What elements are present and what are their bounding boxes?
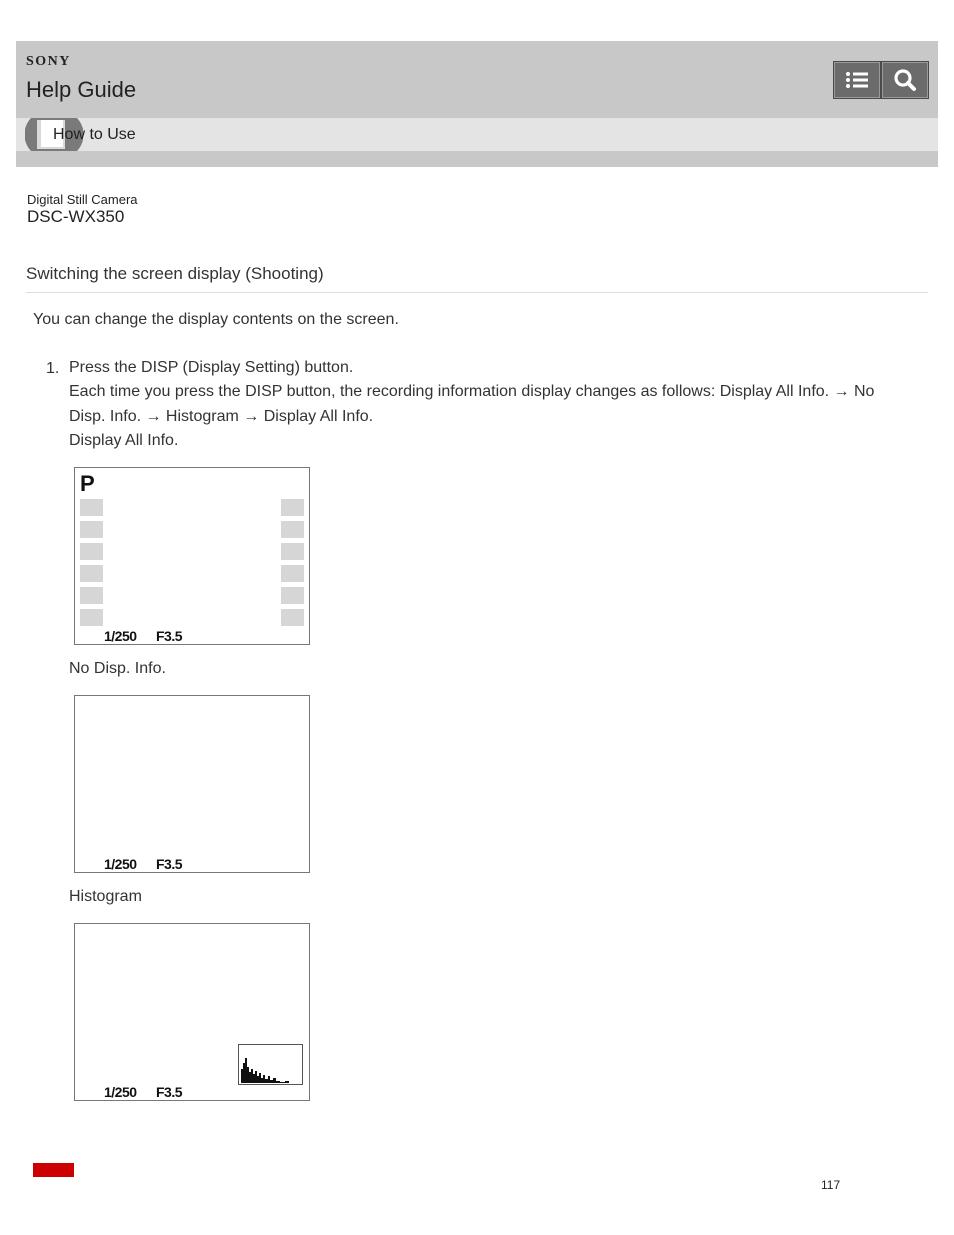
title-divider bbox=[26, 292, 928, 293]
shutter-speed: 1/250 bbox=[104, 1084, 137, 1100]
screen-display-all-info bbox=[74, 467, 310, 645]
step-description-line2: Disp. Info. → Histogram → Display All Info. bbox=[69, 408, 374, 425]
aperture-value: F3.5 bbox=[156, 1084, 183, 1100]
aperture-value: F3.5 bbox=[156, 856, 183, 872]
help-guide-title[interactable]: Help Guide bbox=[26, 77, 137, 102]
aperture-value: F3.5 bbox=[156, 628, 183, 644]
page-number: 117 bbox=[821, 1178, 841, 1192]
category-bar bbox=[16, 118, 938, 151]
intro-text: You can change the display contents on the screen. bbox=[33, 311, 399, 328]
step-description-line1: Each time you press the DISP button, the recording information display changes as follows: Display All Info. → No bbox=[69, 383, 875, 400]
search-button[interactable] bbox=[881, 61, 929, 99]
page-title: Switching the screen display (Shooting) bbox=[26, 264, 324, 283]
screen-histogram bbox=[74, 923, 310, 1101]
mode-label: P bbox=[80, 471, 95, 496]
screen-no-disp-info bbox=[74, 695, 310, 873]
model-category: Digital Still Camera bbox=[27, 192, 138, 207]
list-icon bbox=[834, 62, 880, 98]
sony-logo: SONY bbox=[26, 54, 71, 69]
page-marker bbox=[33, 1163, 74, 1177]
shutter-speed: 1/250 bbox=[104, 856, 137, 872]
toc-button[interactable] bbox=[833, 61, 881, 99]
step-instruction: Press the DISP (Display Setting) button. bbox=[69, 359, 354, 376]
shutter-speed: 1/250 bbox=[104, 628, 137, 644]
category-how-to-use[interactable]: How to Use bbox=[53, 126, 136, 143]
model-name: DSC-WX350 bbox=[27, 207, 125, 226]
right-indicator-boxes bbox=[281, 499, 304, 626]
search-icon bbox=[882, 62, 928, 98]
left-indicator-boxes bbox=[80, 499, 103, 626]
caption-display-all-info: Display All Info. bbox=[69, 432, 179, 449]
caption-no-disp-info: No Disp. Info. bbox=[69, 660, 166, 677]
step-number: 1. bbox=[46, 360, 60, 377]
caption-histogram: Histogram bbox=[69, 888, 142, 905]
